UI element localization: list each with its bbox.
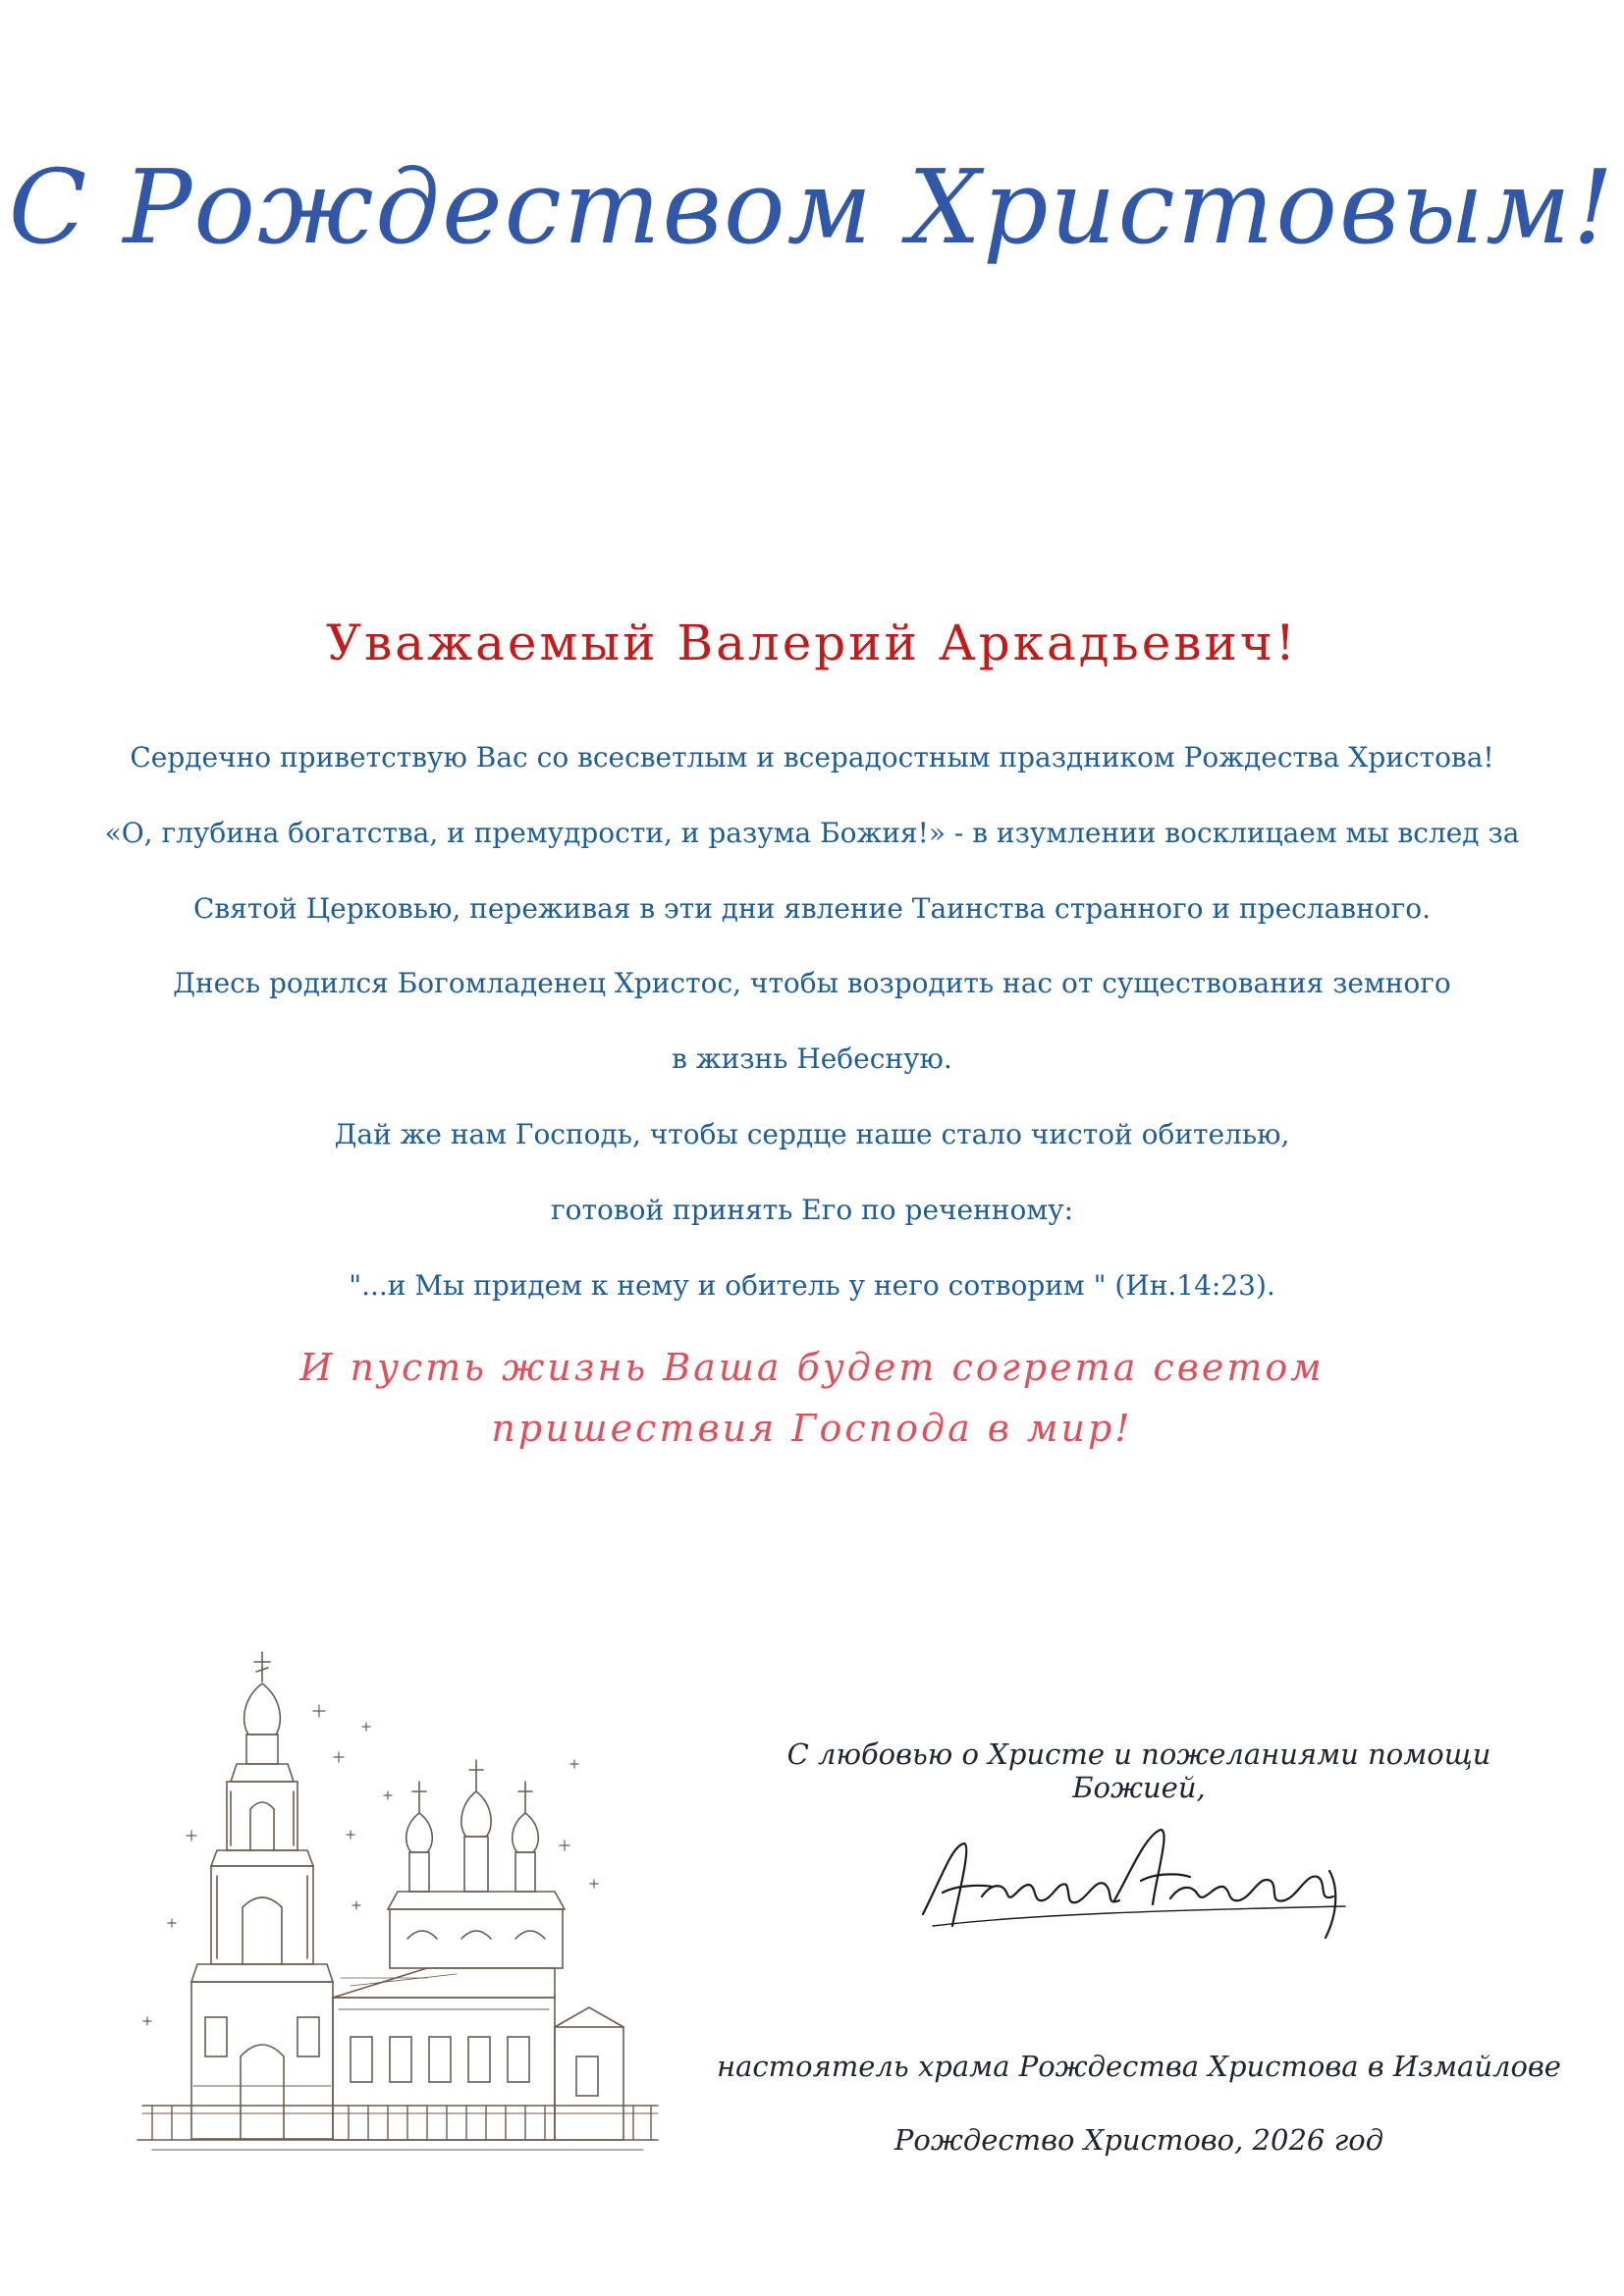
body-line: Дай же нам Господь, чтобы сердце наше стало чистой обителью, bbox=[334, 1117, 1290, 1150]
letter-date: Рождество Христово, 2026 год bbox=[893, 2123, 1384, 2157]
closing-line: С любовью о Христе и пожеланиями помощи Божией, bbox=[786, 1737, 1491, 1804]
rector-title: настоятель храма Рождества Христова в Измайлове bbox=[717, 2050, 1561, 2083]
body-line: "...и Мы придем к нему и обитель у него сотворим " (Ин.14:23). bbox=[349, 1268, 1275, 1302]
salutation: Уважаемый Валерий Аркадьевич! bbox=[325, 614, 1298, 671]
body-line: Днесь родился Богомладенец Христос, чтобы возродить нас от существования земного bbox=[173, 967, 1451, 1000]
wish-line: И пусть жизнь Ваша будет согрета светом bbox=[299, 1346, 1325, 1389]
greeting-title: С Рождеством Христовым! bbox=[8, 147, 1616, 267]
body-line: готовой принять Его по реченному: bbox=[551, 1193, 1073, 1226]
body-line: «О, глубина богатства, и премудрости, и разума Божия!» - в изумлении восклицаем мы вслед за bbox=[104, 816, 1520, 849]
body-line: в жизнь Небесную. bbox=[672, 1042, 952, 1076]
body-line: Святой Церковью, переживая в эти дни явление Таинства странного и преславного. bbox=[192, 891, 1432, 925]
wish-block bbox=[0, 1337, 1624, 1459]
wish-line: пришествия Господа в мир! bbox=[491, 1407, 1133, 1450]
church-illustration-icon bbox=[133, 1644, 663, 2160]
greeting-body bbox=[0, 721, 1624, 1323]
body-line: Сердечно приветствую Вас со всесветлым и всерадостным праздником Рождества Христова! bbox=[130, 741, 1494, 774]
signature-icon bbox=[913, 1816, 1355, 1944]
